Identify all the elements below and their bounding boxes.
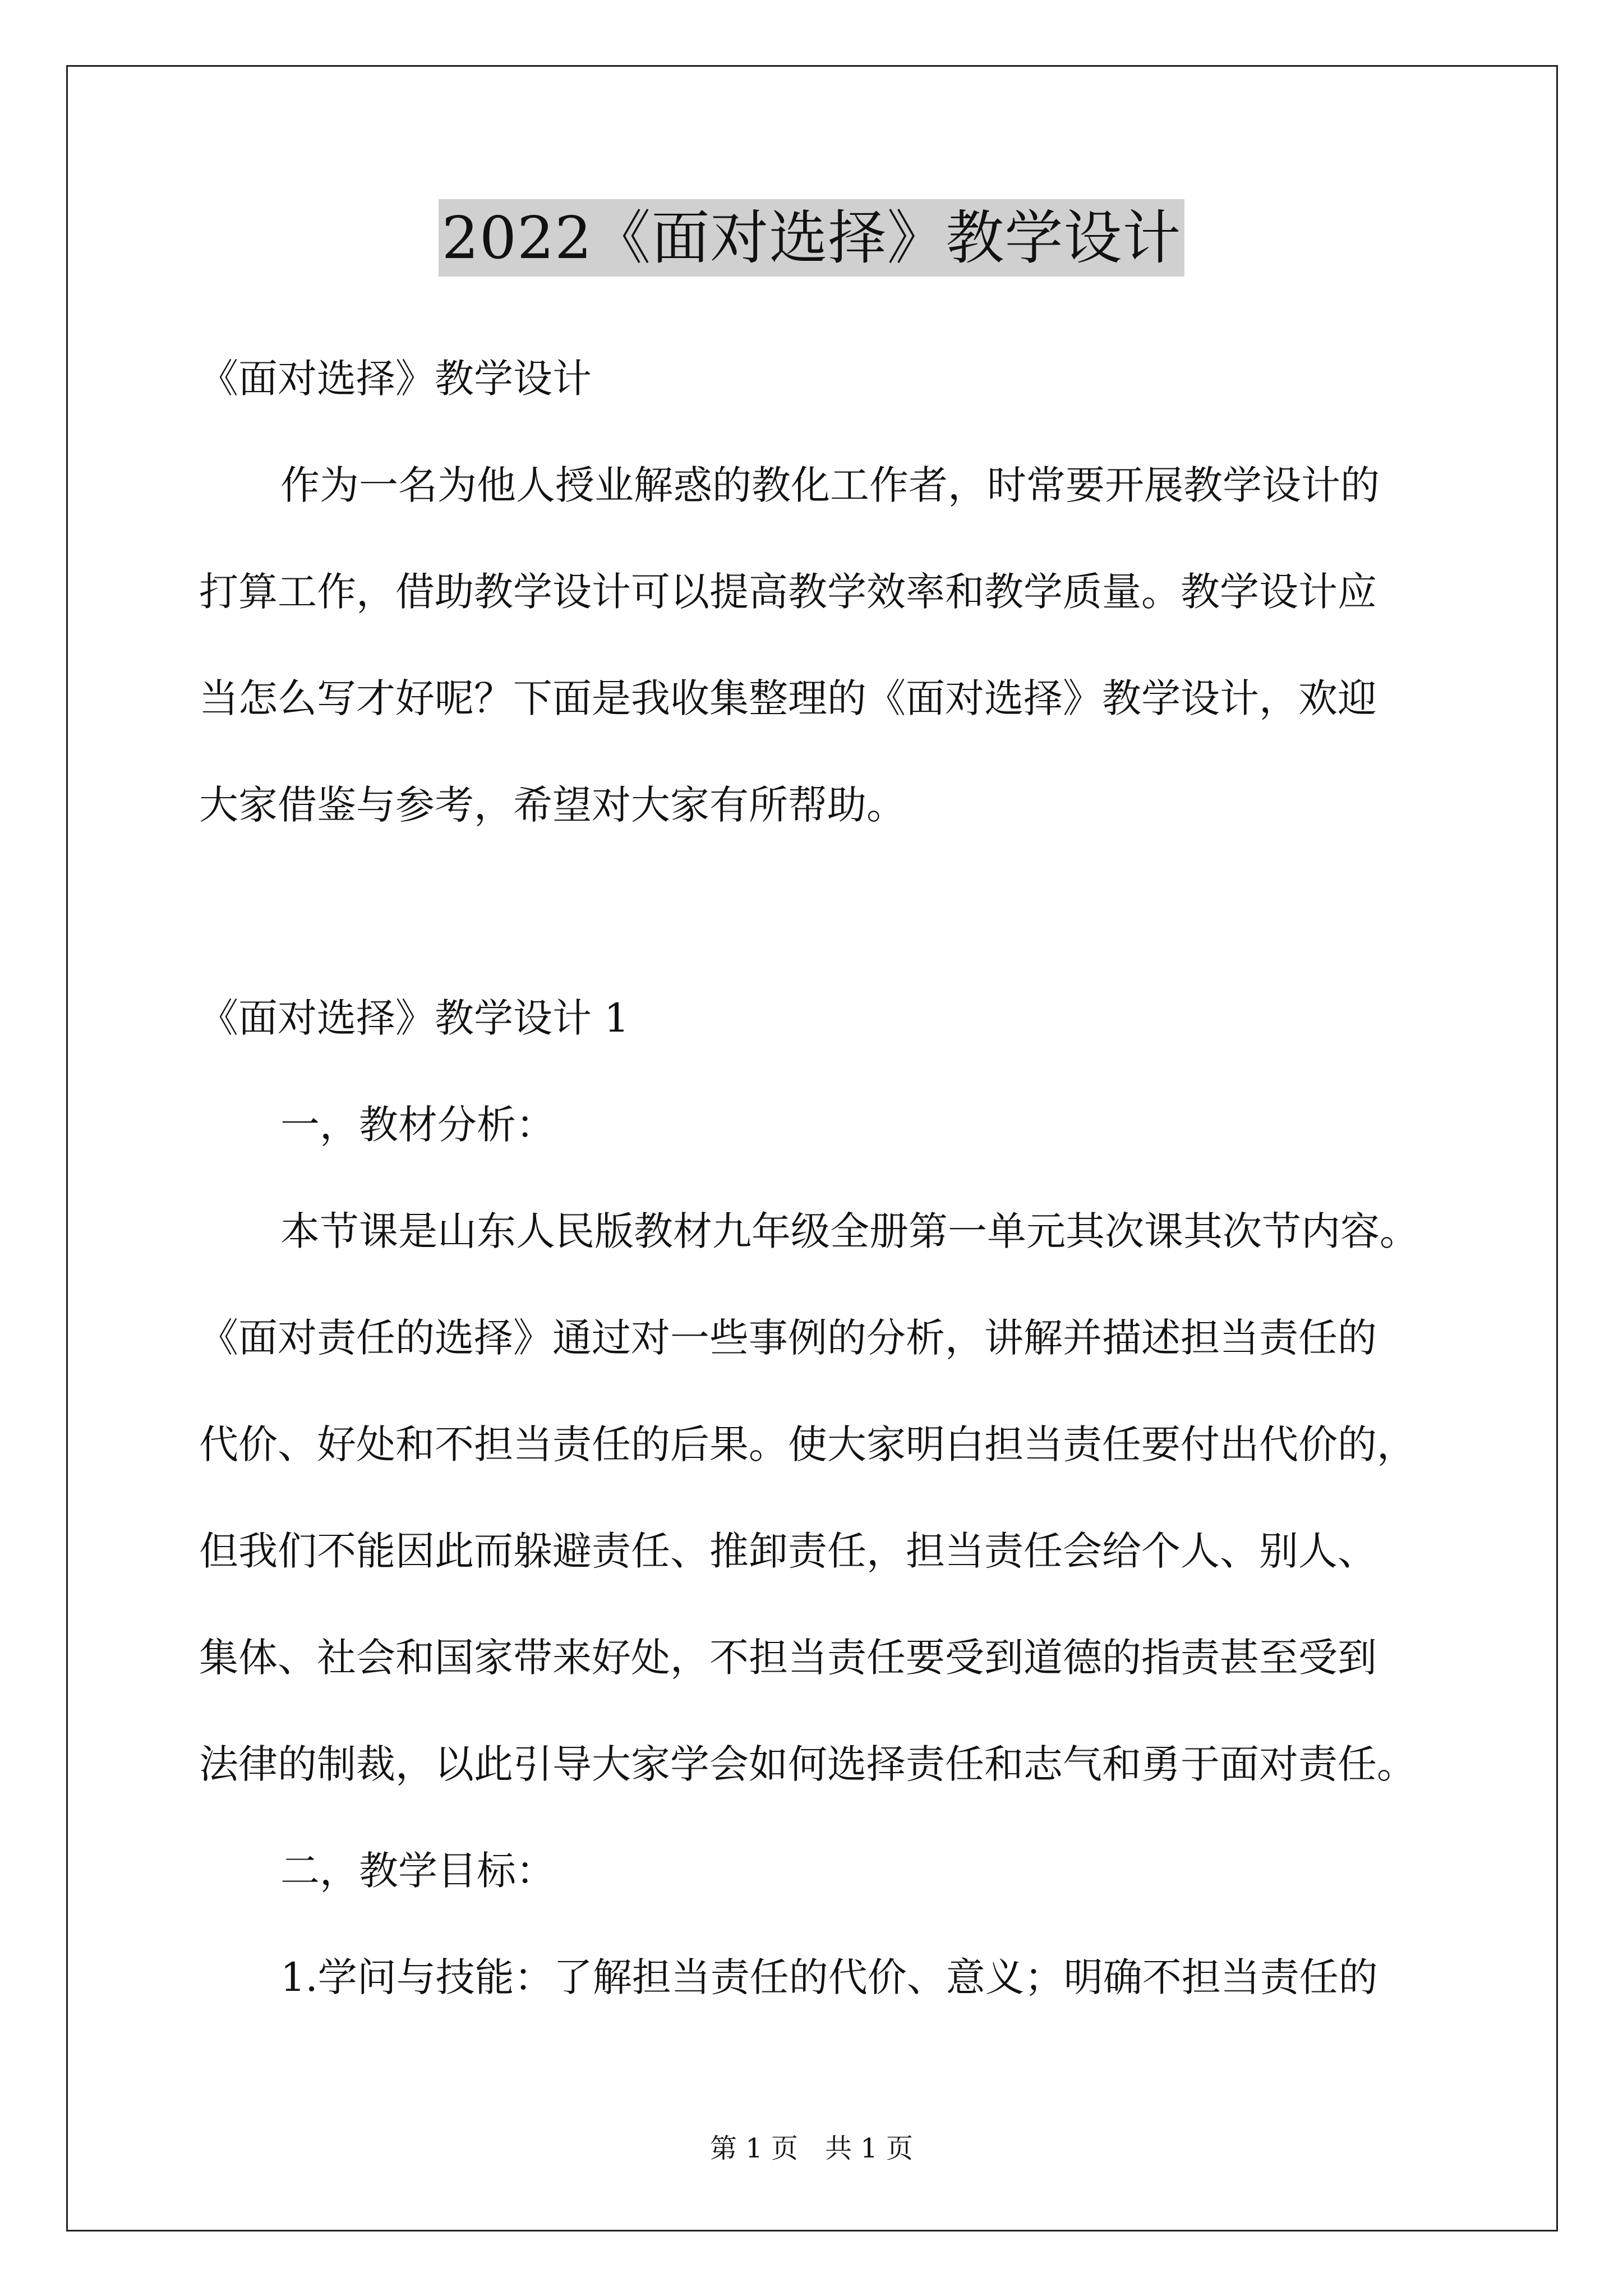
paragraph-line: 但我们不能因此而躲避责任、推卸责任，担当责任会给个人、别人、 (199, 1528, 1377, 1574)
paragraph-line: 集体、社会和国家带来好处，不担当责任要受到道德的指责甚至受到 (199, 1635, 1377, 1681)
paragraph-line: 作为一名为他人授业解惑的教化工作者，时常要开展教学设计的 (280, 462, 1380, 508)
paragraph-line: 打算工作，借助教学设计可以提高教学效率和教学质量。教学设计应 (199, 569, 1377, 615)
paragraph-line: 当怎么写才好呢？下面是我收集整理的《面对选择》教学设计，欢迎 (199, 675, 1377, 721)
paragraph-line: 代价、好处和不担当责任的后果。使大家明白担当责任要付出代价的， (199, 1421, 1416, 1467)
section-heading: 《面对选择》教学设计 1 (199, 995, 629, 1041)
paragraph-line: 本节课是山东人民版教材九年级全册第一单元其次课其次节内容。 (280, 1208, 1419, 1254)
subsection-heading: 一，教材分析： (280, 1102, 555, 1148)
page-footer: 第 1 页 共 1 页 (709, 2133, 914, 2164)
document-title: 2022《面对选择》教学设计 (439, 199, 1185, 277)
subtitle-line: 《面对选择》教学设计 (199, 356, 592, 402)
paragraph-line: 1.学问与技能：了解担当责任的代价、意义；明确不担当责任的 (280, 1954, 1378, 2000)
paragraph-line: 法律的制裁，以此引导大家学会如何选择责任和志气和勇于面对责任。 (199, 1741, 1416, 1787)
title-container (0, 199, 1623, 277)
paragraph-line: 大家借鉴与参考，希望对大家有所帮助。 (199, 782, 906, 828)
paragraph-line: 《面对责任的选择》通过对一些事例的分析，讲解并描述担当责任的 (199, 1315, 1377, 1361)
subsection-heading: 二，教学目标： (280, 1848, 555, 1894)
